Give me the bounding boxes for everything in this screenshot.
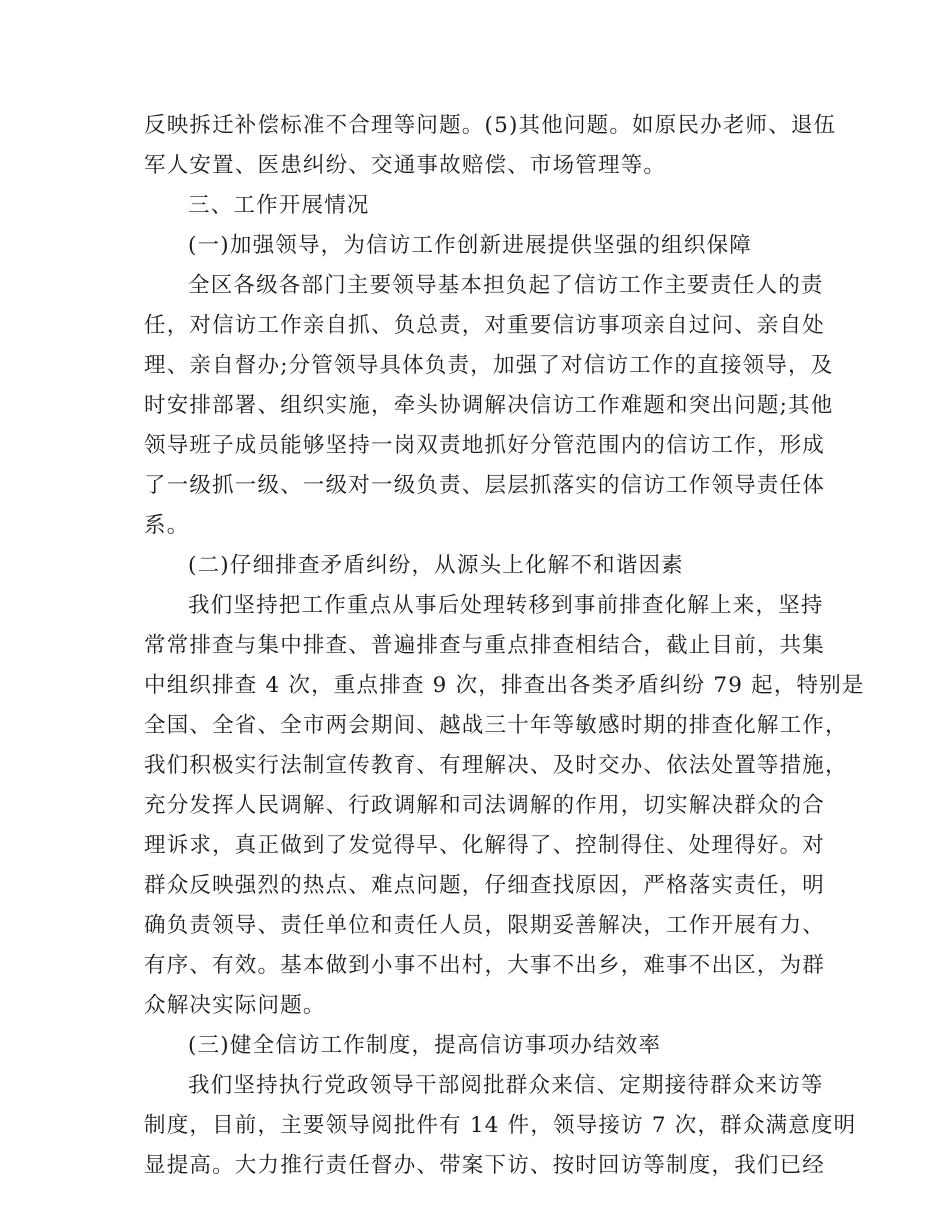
paragraph-line: 系。 <box>144 513 190 538</box>
paragraph-line: 群众反映强烈的热点、难点问题，仔细查找原因，严格落实责任，明 <box>144 873 826 898</box>
paragraph-line: 全区各级各部门主要领导基本担负起了信访工作主要责任人的责 <box>188 273 824 298</box>
section-heading: (三)健全信访工作制度，提高信访事项办结效率 <box>188 1033 662 1058</box>
paragraph-line: 任，对信访工作亲自抓、负总责，对重要信访事项亲自过问、亲自处 <box>144 313 826 338</box>
paragraph-line: 时安排部署、组织实施，牵头协调解决信访工作难题和突出问题;其他 <box>144 393 834 418</box>
paragraph-line: 反映拆迁补偿标准不合理等问题。(5)其他问题。如原民办老师、退伍 <box>144 113 837 138</box>
paragraph-line: 领导班子成员能够坚持一岗双责地抓好分管范围内的信访工作，形成 <box>144 433 826 458</box>
paragraph-line: 制度，目前，主要领导阅批件有 14 件，领导接访 7 次，群众满意度明 <box>144 1113 857 1138</box>
section-heading: (一)加强领导，为信访工作创新进展提供坚强的组织保障 <box>188 233 752 258</box>
paragraph-line: 了一级抓一级、一级对一级负责、层层抓落实的信访工作领导责任体 <box>144 473 826 498</box>
paragraph-line: 理诉求，真正做到了发觉得早、化解得了、控制得住、处理得好。对 <box>144 833 826 858</box>
paragraph-line: 常常排查与集中排查、普遍排查与重点排查相结合，截止目前，共集 <box>144 633 826 658</box>
section-heading: (二)仔细排查矛盾纠纷，从源头上化解不和谐因素 <box>188 553 684 578</box>
paragraph-line: 全国、全省、全市两会期间、越战三十年等敏感时期的排查化解工作， <box>144 713 848 738</box>
paragraph-line: 我们坚持把工作重点从事后处理转移到事前排查化解上来，坚持 <box>188 593 824 618</box>
paragraph-line: 理、亲自督办;分管领导具体负责，加强了对信访工作的直接领导，及 <box>144 353 834 378</box>
paragraph-line: 我们坚持执行党政领导干部阅批群众来信、定期接待群众来访等 <box>188 1073 824 1098</box>
paragraph-line: 中组织排查 4 次，重点排查 9 次，排查出各类矛盾纠纷 79 起，特别是 <box>144 673 865 698</box>
paragraph-line: 众解决实际问题。 <box>144 993 326 1018</box>
paragraph-line: 我们积极实行法制宣传教育、有理解决、及时交办、依法处置等措施， <box>144 753 848 778</box>
paragraph-line: 有序、有效。基本做到小事不出村，大事不出乡，难事不出区，为群 <box>144 953 826 978</box>
document-body <box>144 106 865 1186</box>
paragraph-line: 充分发挥人民调解、行政调解和司法调解的作用，切实解决群众的合 <box>144 793 826 818</box>
section-heading: 三、工作开展情况 <box>188 193 370 218</box>
paragraph-line: 显提高。大力推行责任督办、带案下访、按时回访等制度，我们已经 <box>144 1153 826 1178</box>
paragraph-line: 军人安置、医患纠纷、交通事故赔偿、市场管理等。 <box>144 153 667 178</box>
paragraph-line: 确负责领导、责任单位和责任人员，限期妥善解决，工作开展有力、 <box>144 913 826 938</box>
